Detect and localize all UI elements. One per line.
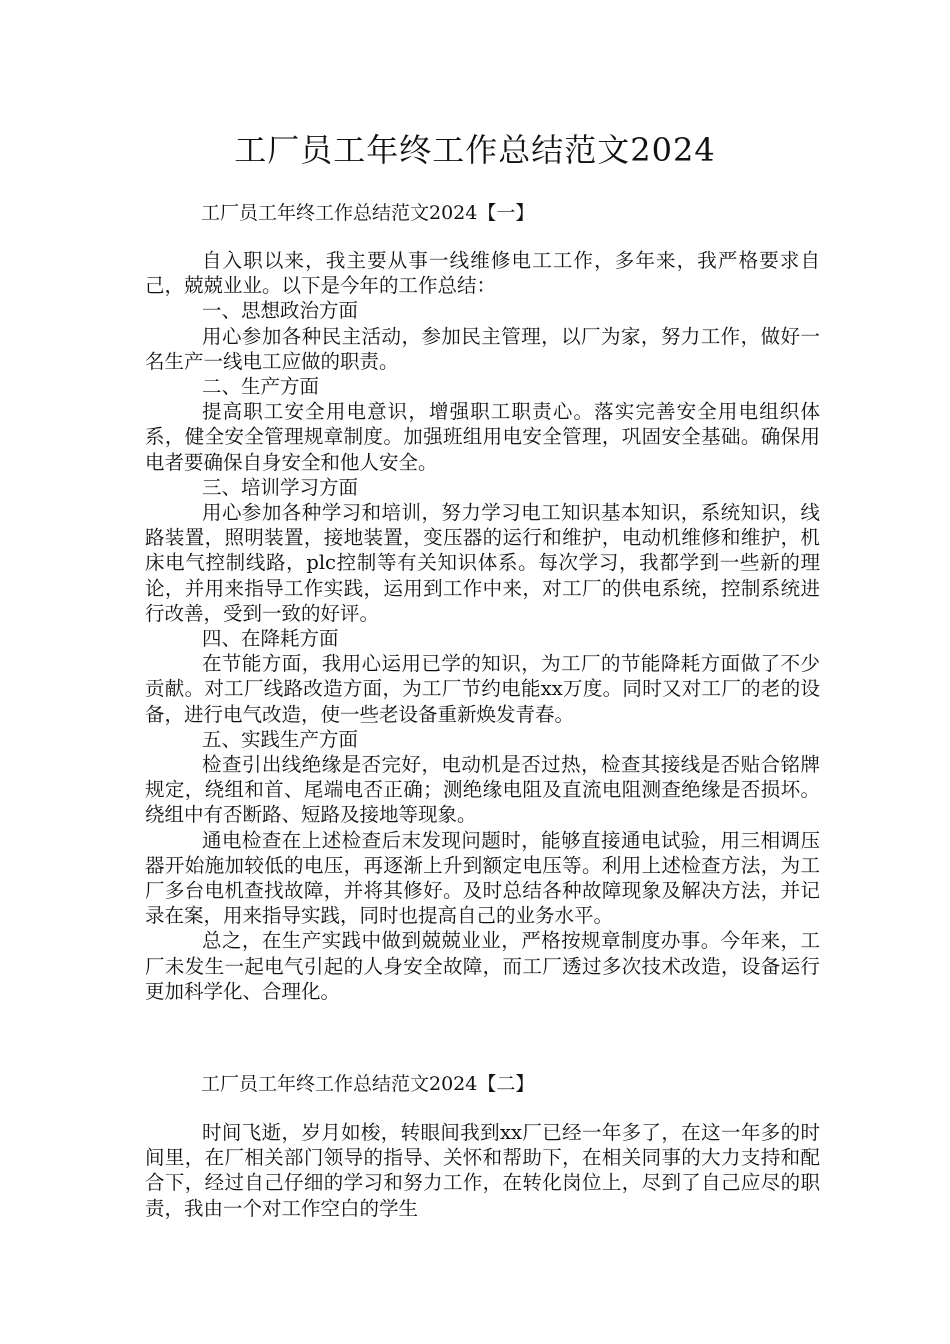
paragraph: 用心参加各种民主活动，参加民主管理，以厂为家，努力工作，做好一名生产一线电工应做的职责。	[145, 324, 820, 373]
subheading: 四、在降耗方面	[202, 627, 339, 651]
paragraph: 检查引出线绝缘是否完好，电动机是否过热，检查其接线是否贴合铭牌规定，绕组和首、尾端电否正确；测绝缘电阻及直流电阻测查绝缘是否损坏。绕组中有否断路、短路及接地等现象。	[145, 753, 820, 827]
subheading: 二、生产方面	[202, 375, 320, 399]
paragraph: 自入职以来，我主要从事一线维修电工工作，多年来，我严格要求自己，兢兢业业。以下是今年的工作总结：	[145, 249, 820, 298]
subheading: 三、培训学习方面	[202, 475, 359, 499]
section-two-body	[145, 1120, 820, 1221]
paragraph: 通电检查在上述检查后末发现问题时，能够直接通电试验，用三相调压器开始施加较低的电压，再逐渐上升到额定电压等。利用上述检查方法，为工厂多台电机查找故障，并将其修好。及时总结各种故障现象及解决方法，并记录在案，用来指导实践，同时也提高自己的业务水平。	[145, 828, 820, 928]
subheading: 五、实践生产方面	[202, 727, 359, 751]
section-heading-two: 工厂员工年终工作总结范文2024【二】	[201, 1073, 535, 1095]
section-one-body	[145, 248, 820, 1004]
paragraph: 提高职工安全用电意识，增强职工职责心。落实完善安全用电组织体系，健全安全管理规章制度。加强班组用电安全管理，巩固安全基础。确保用电者要确保自身安全和他人安全。	[145, 400, 820, 474]
paragraph: 时间飞逝，岁月如梭，转眼间我到xx厂已经一年多了，在这一年多的时间里，在厂相关部门领导的指导、关怀和帮助下，在相关同事的大力支持和配合下，经过自己仔细的学习和努力工作，在转化岗位上，尽到了自己应尽的职责，我由一个对工作空白的学生	[145, 1121, 820, 1220]
paragraph: 用心参加各种学习和培训，努力学习电工知识基本知识，系统知识，线路装置，照明装置，接地装置，变压器的运行和维护，电动机维修和维护，机床电气控制线路，plc控制等有关知识体系。每次学习，我都学到一些新的理论，并用来指导工作实践，运用到工作中来，对工厂的供电系统，控制系统进行改善，受到一致的好评。	[145, 501, 820, 625]
subheading: 一、思想政治方面	[202, 299, 359, 323]
document-title: 工厂员工年终工作总结范文2024	[234, 131, 716, 169]
section-heading-one: 工厂员工年终工作总结范文2024【一】	[201, 202, 535, 224]
paragraph: 总之，在生产实践中做到兢兢业业，严格按规章制度办事。今年来，工厂未发生一起电气引起的人身安全故障，而工厂透过多次技术改造，设备运行更加科学化、合理化。	[145, 929, 820, 1003]
paragraph: 在节能方面，我用心运用已学的知识，为工厂的节能降耗方面做了不少贡献。对工厂线路改造方面，为工厂节约电能xx万度。同时又对工厂的老的设备，进行电气改造，使一些老设备重新焕发青春。	[145, 652, 820, 726]
